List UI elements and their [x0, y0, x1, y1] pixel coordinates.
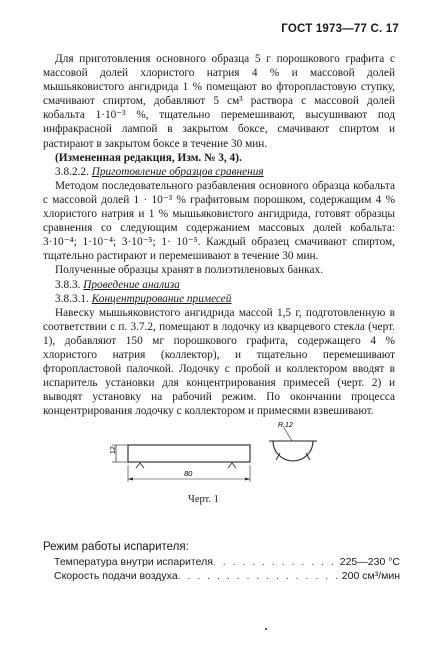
section-3-8-2-2 [43, 165, 395, 179]
dot-leader [178, 570, 338, 582]
row-label: Скорость подачи воздуха [54, 570, 178, 582]
evaporator-row-temperature [54, 556, 400, 568]
page-header: ГОСТ 1973—77 С. 17 [281, 23, 399, 35]
scan-speck [265, 628, 267, 630]
row-value: 225—230 °С [339, 556, 400, 568]
section-title: Концентрирование примесей [91, 292, 232, 305]
row-value: 200 см³/мин [341, 570, 400, 582]
boat-drawing [100, 418, 320, 488]
evaporator-row-air-speed [54, 570, 400, 582]
row-label: Температура внутри испарителя [54, 556, 213, 568]
section-3-8-3-1 [43, 292, 395, 306]
paragraph-concentration: Навеску мышьяковистого ангидрида массой 1,5 г, подготовленную в соответствии с п. 3.7.2, помещают в лодочку из кварцевого стекла (черт. 1), добавляют 150 мг порошкового графита, содержащего 4 % хлористого натрия (коллектор), и тщательно перемешивают фторопластовой палочкой. Лодочку с пробой и коллектором вводят в испаритель установки для концентрирования примесей (черт. 2) и выводят установку на рабочий режим. По окончании процесса концентрирования лодочку с коллектором и примесями взвешивают. [43, 306, 395, 418]
paragraph-storage: Полученные образцы хранят в полиэтиленовых банках. [55, 264, 324, 277]
dot-leader [213, 556, 336, 568]
edition-note: (Измененная редакция, Изм. № 3, 4). [55, 151, 242, 164]
length-dimension-label: 80 [184, 469, 193, 478]
section-number: 3.8.3. [55, 278, 81, 291]
figure-caption: Черт. 1 [188, 494, 219, 505]
section-3-8-3 [43, 278, 395, 292]
boat-side-view [128, 445, 250, 462]
boat-right-foot [228, 463, 236, 468]
paragraph-main-sample: Для приготовления основного образца 5 г порошкового графита с массовой долей хлористого натрия 4 % и массовой долей мышьяковистого ангидрида 1 % помещают во фторопластовую ступку, смачивают спиртом, добавляют 5 см³ раствора с массовой долей кобальта 1·10⁻³ %, тщательно перемешивают, высушивают под инфракрасной лампой в закрытом боксе, смачивают спиртом и растирают в закрытом боксе в течение 30 мин. [43, 53, 395, 150]
section-number: 3.8.2.2. [55, 165, 89, 178]
section-title: Проведение анализа [83, 278, 180, 291]
evaporator-title: Режим работы испарителя: [43, 541, 189, 553]
paragraph-reference-samples: Методом последовательного разбавления основного образца кобальта с массовой долей 1 · 10⁻³ % графитовым порошком, содержащим 4 % хлористого натрия и 1 % мышьяковистого ангидрида, готовят образцы сравнения со следующим содержанием массовых долей кобальта: 3·10⁻⁴; 1·10⁻⁴; 3·10⁻⁵; 1· 10⁻⁵. Каждый образец смачивают спиртом, тщательно растирают и перемешивают в течение 30 мин. [43, 179, 395, 263]
height-dimension-label: 12 [110, 446, 117, 454]
radius-label: R 12 [278, 422, 293, 429]
section-number: 3.8.3.1. [55, 292, 89, 305]
boat-left-foot [136, 463, 144, 468]
document-body [43, 52, 395, 418]
boat-cross-section [273, 441, 313, 461]
section-title: Приготовление образцов сравнения [91, 165, 264, 178]
